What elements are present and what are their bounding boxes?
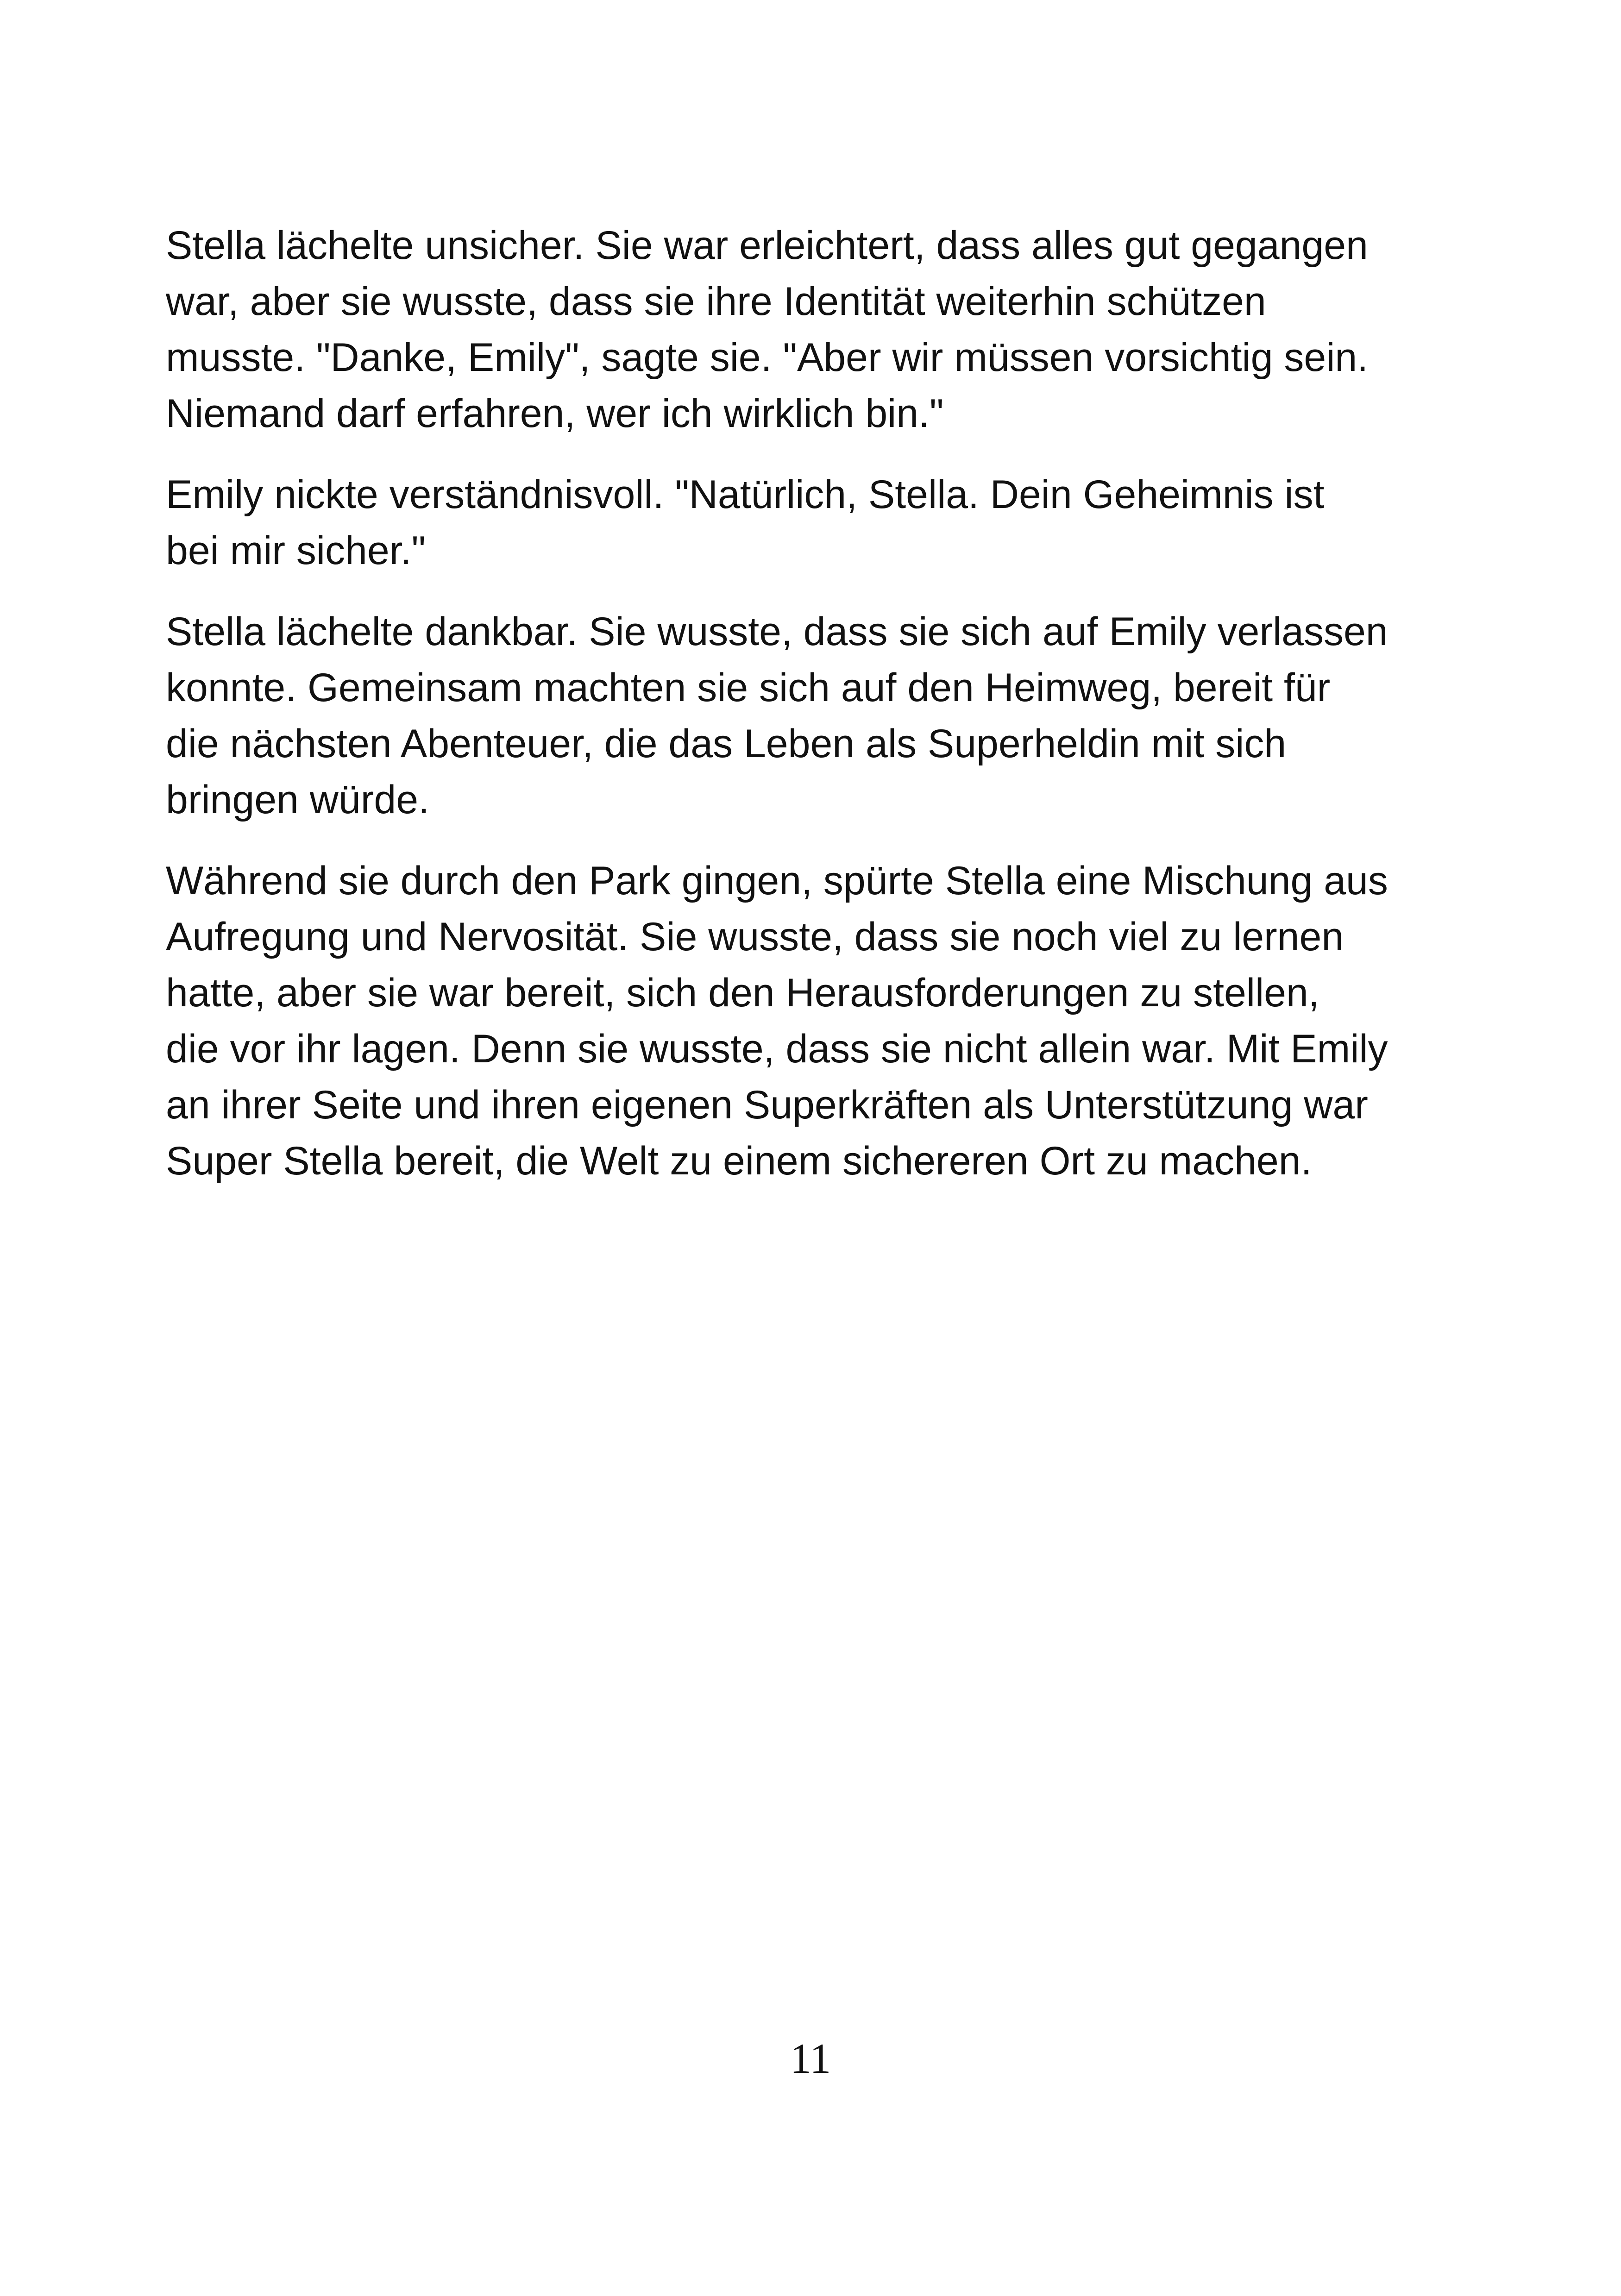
body-text	[166, 218, 1509, 1214]
text-line: Stella lächelte unsicher. Sie war erleichtert, dass alles gut gegangen	[166, 223, 1368, 268]
text-line: Super Stella bereit, die Welt zu einem sichereren Ort zu machen.	[166, 1139, 1312, 1183]
text-line: konnte. Gemeinsam machten sie sich auf den Heimweg, bereit für	[166, 665, 1331, 710]
text-line: Aufregung und Nervosität. Sie wusste, dass sie noch viel zu lernen	[166, 915, 1344, 959]
text-line: Niemand darf erfahren, wer ich wirklich bin."	[166, 391, 944, 436]
text-line: die vor ihr lagen. Denn sie wusste, dass sie nicht allein war. Mit Emily	[166, 1027, 1388, 1071]
page-number: 11	[790, 2035, 831, 2082]
text-line: bringen würde.	[166, 778, 429, 822]
text-line: die nächsten Abenteuer, die das Leben als Superheldin mit sich	[166, 721, 1287, 766]
text-line: an ihrer Seite und ihren eigenen Superkräften als Unterstützung war	[166, 1083, 1368, 1127]
text-line: Während sie durch den Park gingen, spürte Stella eine Mischung aus	[166, 859, 1388, 903]
text-line: bei mir sicher."	[166, 528, 426, 573]
text-line: Emily nickte verständnisvoll. "Natürlich, Stella. Dein Geheimnis ist	[166, 472, 1325, 517]
text-line: hatte, aber sie war bereit, sich den Herausforderungen zu stellen,	[166, 971, 1319, 1015]
paragraph	[166, 853, 1509, 1189]
paragraph	[166, 218, 1509, 442]
paragraph	[166, 467, 1509, 579]
paragraph	[166, 604, 1509, 828]
text-line: war, aber sie wusste, dass sie ihre Identität weiterhin schützen	[166, 279, 1266, 324]
text-line: musste. "Danke, Emily", sagte sie. "Aber wir müssen vorsichtig sein.	[166, 335, 1369, 380]
text-line: Stella lächelte dankbar. Sie wusste, dass sie sich auf Emily verlassen	[166, 609, 1388, 654]
